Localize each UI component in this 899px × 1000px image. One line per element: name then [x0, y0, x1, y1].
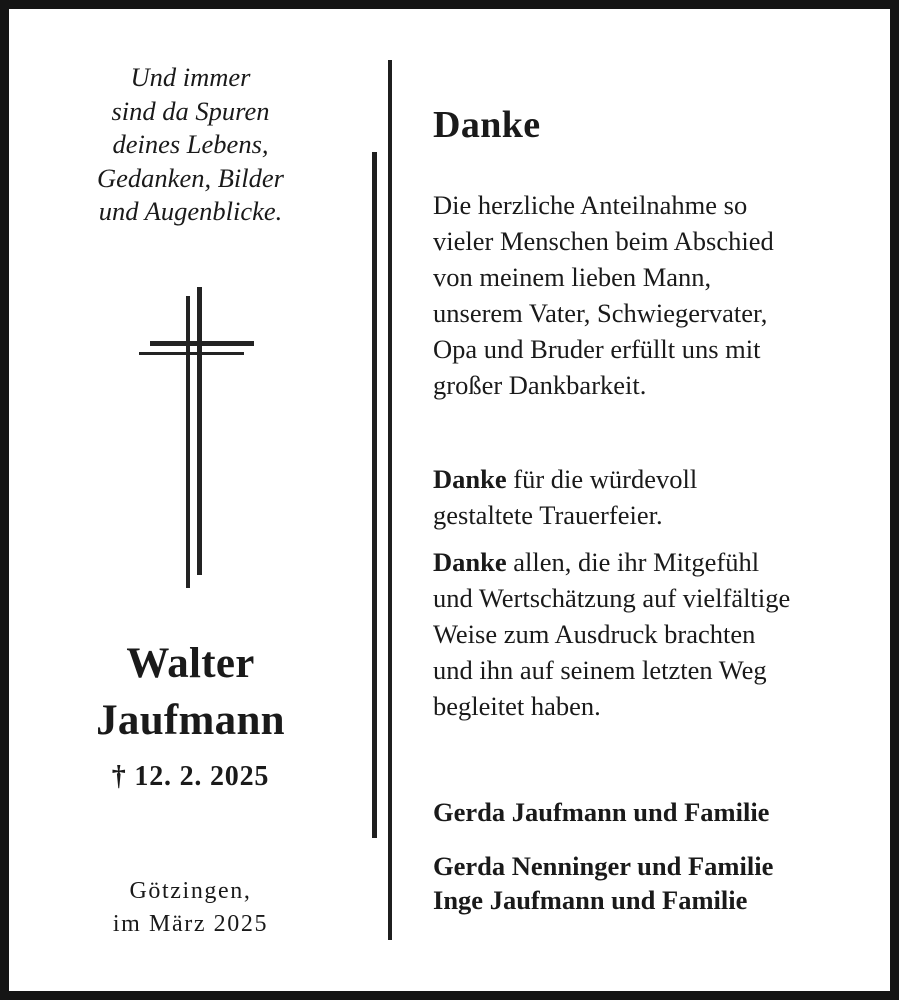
thanks-paragraph-ceremony — [433, 461, 865, 533]
signature-others — [433, 849, 873, 917]
cross-vertical-back — [186, 296, 190, 588]
paragraph-line-rest: allen, die ihr Mitgefühl — [506, 547, 760, 577]
paragraph-line-rest: für die würdevoll — [506, 464, 698, 494]
paragraph-line: großer Dankbarkeit. — [433, 370, 647, 400]
paragraph-line: und ihn auf seinem letzten Weg — [433, 655, 767, 685]
signature-line: Gerda Jaufmann und Familie — [433, 797, 770, 827]
paragraph-line: Opa und Bruder erfüllt uns mit — [433, 334, 761, 364]
verse-line: sind da Spuren — [111, 95, 270, 126]
column-divider-inner — [372, 152, 377, 838]
deceased-last-name: Jaufmann — [96, 697, 285, 744]
signature-line: Gerda Nenninger und Familie — [433, 851, 774, 881]
lead-word: Danke — [433, 464, 507, 494]
deceased-name — [9, 635, 372, 749]
cross-icon — [129, 271, 269, 601]
paragraph-line-first — [433, 461, 865, 497]
thanks-paragraph-main — [433, 187, 865, 403]
cross-horizontal-back — [139, 352, 244, 355]
place-line: Götzingen, — [129, 878, 252, 904]
page-title: Danke — [433, 104, 541, 146]
right-column — [433, 9, 873, 991]
verse-line: Und immer — [130, 62, 251, 92]
deceased-first-name: Walter — [126, 640, 255, 687]
paragraph-line: und Wertschätzung auf vielfältige — [433, 583, 791, 613]
place-and-date — [9, 875, 372, 941]
lead-word: Danke — [433, 547, 507, 577]
thanks-paragraph-sympathy — [433, 544, 865, 724]
date-line: im März 2025 — [112, 911, 269, 937]
left-column — [9, 9, 372, 991]
signature-primary — [433, 795, 873, 829]
signature-line: Inge Jaufmann und Familie — [433, 885, 748, 915]
verse-line: deines Lebens, — [112, 129, 269, 159]
cross-vertical-front — [197, 287, 202, 575]
paragraph-line: Weise zum Ausdruck brachten — [433, 619, 756, 649]
paragraph-line-first — [433, 544, 865, 580]
paragraph-line: begleitet haben. — [433, 691, 601, 721]
cross-horizontal-front — [150, 341, 254, 346]
column-divider-outer — [388, 60, 392, 940]
paragraph-line: unserem Vater, Schwiegervater, — [433, 298, 768, 328]
notice-sheet — [9, 9, 890, 991]
paragraph-line: vieler Menschen beim Abschied — [433, 226, 774, 256]
verse-line: und Augenblicke. — [98, 196, 283, 226]
verse-line: Gedanken, Bilder — [97, 162, 284, 193]
memorial-verse — [9, 61, 372, 229]
paragraph-line: gestaltete Trauerfeier. — [433, 500, 663, 530]
paragraph-line: von meinem lieben Mann, — [433, 262, 712, 292]
death-date: † 12. 2. 2025 — [111, 761, 270, 792]
paragraph-line: Die herzliche Anteilnahme so — [433, 190, 748, 220]
